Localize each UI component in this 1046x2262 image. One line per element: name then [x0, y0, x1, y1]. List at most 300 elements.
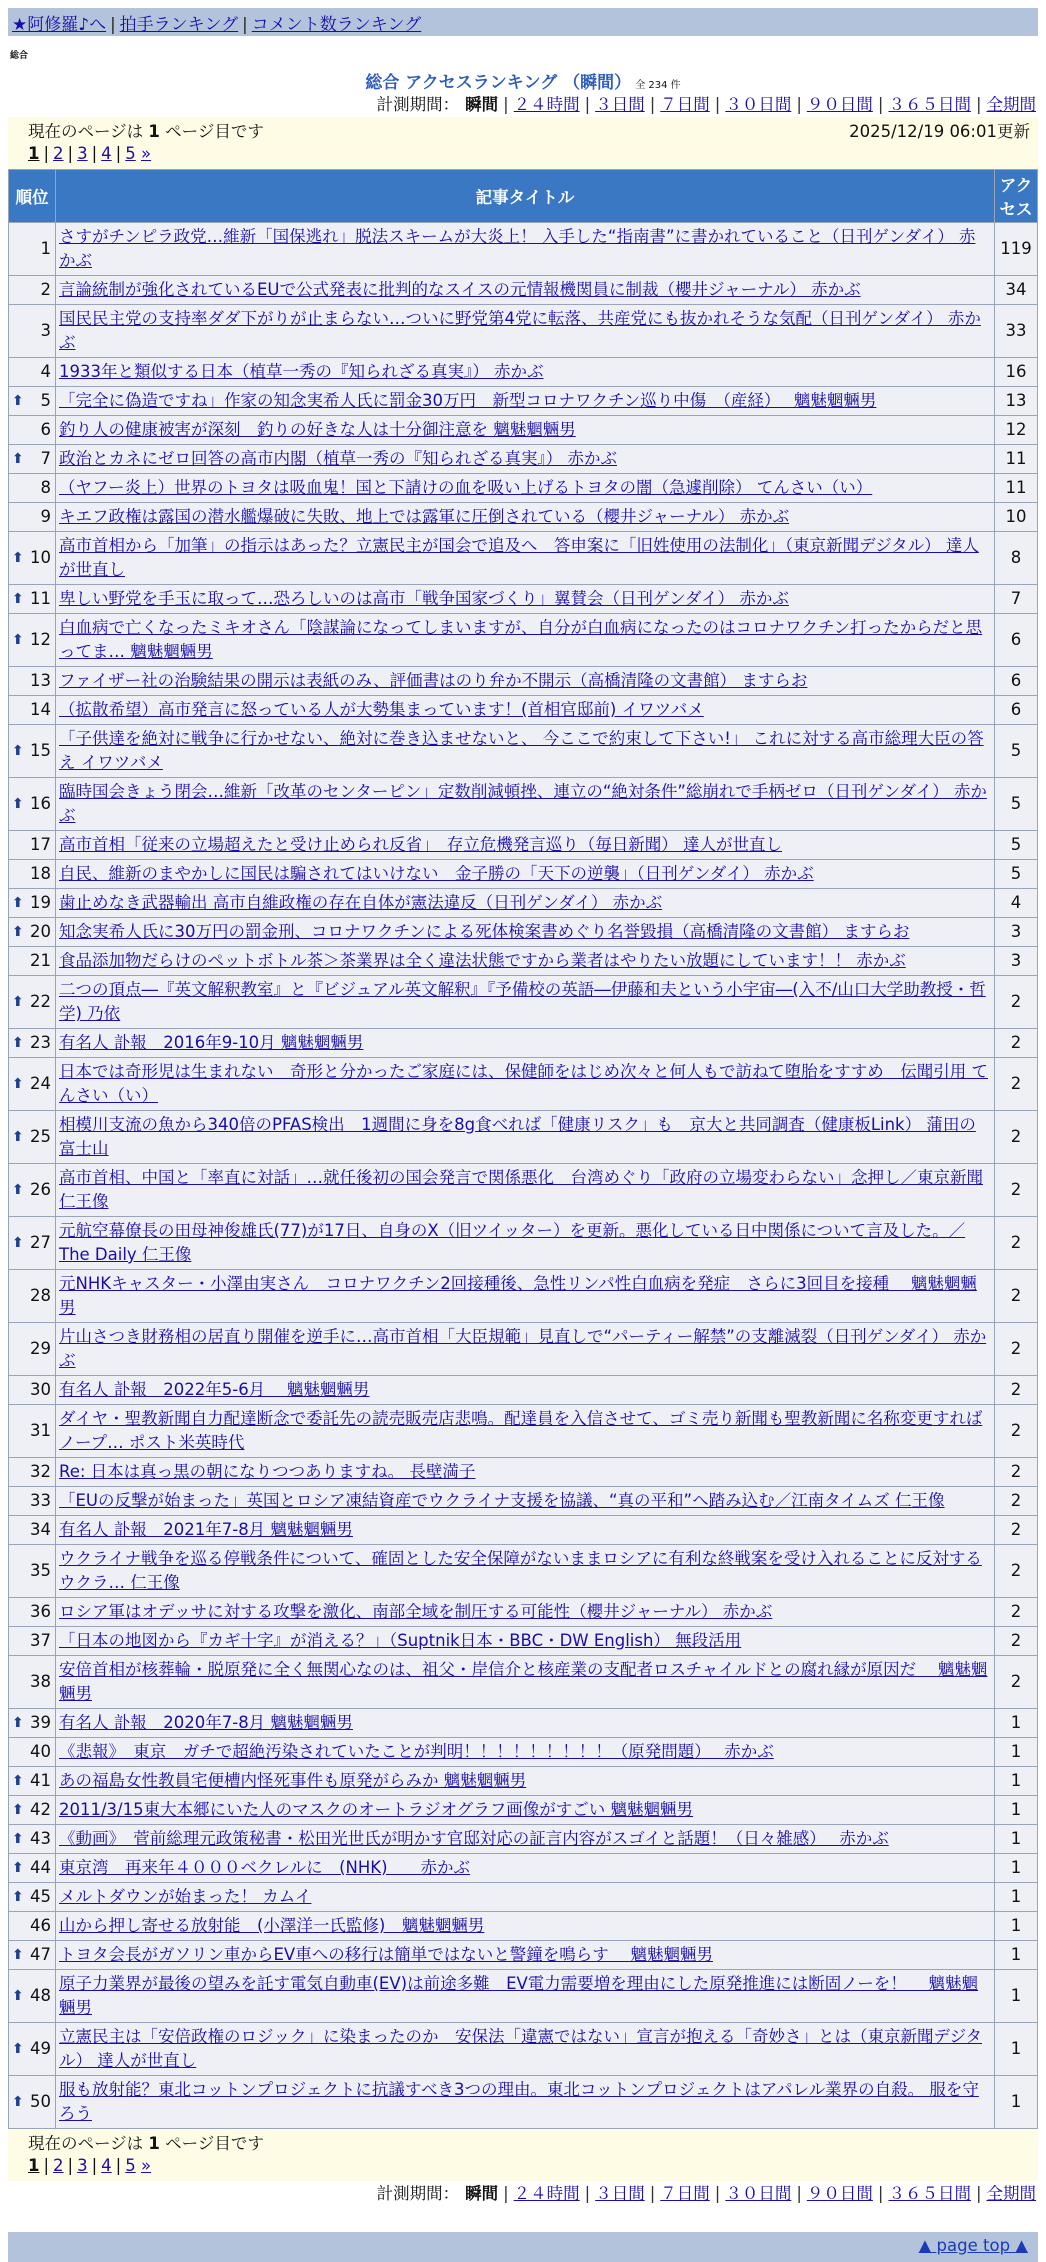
- rank-number: 8: [40, 478, 51, 497]
- article-link[interactable]: 自民、維新のまやかしに国民は騙されてはいけない 金子勝の「天下の逆襲」（日刊ゲンダイ） 赤かぶ: [59, 864, 814, 883]
- period-separator: |: [975, 2184, 982, 2203]
- rank-number: 15: [30, 741, 51, 760]
- rank-number: 2: [40, 280, 51, 299]
- article-link[interactable]: 元NHKキャスター・小澤由実さん コロナワクチン2回接種後、急性リンパ性白血病を発症 さらに3回目を接種 魑魅魍魎男: [59, 1274, 977, 1317]
- access-count: 1: [995, 1941, 1037, 1969]
- table-row: [9, 416, 1037, 444]
- period-link[interactable]: ２４時間: [513, 95, 580, 114]
- rank-number: 33: [30, 1491, 51, 1510]
- rank-number: 44: [30, 1858, 51, 1877]
- access-count: 2: [995, 1598, 1037, 1626]
- table-row: [9, 2023, 1037, 2075]
- access-count: 1: [995, 2076, 1037, 2128]
- table-row: [9, 276, 1037, 304]
- period-link[interactable]: ３６５日間: [888, 2184, 971, 2203]
- rank-number: 23: [30, 1033, 51, 1052]
- rank-cell: [9, 474, 55, 502]
- page-title: 総合 アクセスランキング （瞬間）: [365, 73, 632, 93]
- rank-number: 46: [30, 1916, 51, 1935]
- table-row: [9, 1738, 1037, 1766]
- rank-cell: [9, 416, 55, 444]
- access-count: 119: [995, 223, 1037, 275]
- page-link[interactable]: 3: [77, 144, 88, 163]
- article-link[interactable]: 片山さつき財務相の居直り開催を逆手に…高市首相「大臣規範」見直しで“パーティー解禁”の支離滅裂（日刊ゲンダイ） 赤かぶ: [59, 1327, 987, 1370]
- title-cell: [56, 1405, 994, 1457]
- access-count: 2: [995, 1029, 1037, 1057]
- table-row: [9, 2076, 1037, 2128]
- current-page-number: 1: [148, 122, 160, 141]
- article-link[interactable]: キエフ政権は露国の潜水艦爆破に失敗、地上では露軍に圧倒されている（櫻井ジャーナル） 赤かぶ: [59, 507, 790, 526]
- rank-number: 48: [30, 1986, 51, 2005]
- rank-number: 38: [30, 1672, 51, 1691]
- title-cell: [56, 1598, 994, 1626]
- rank-number: 39: [30, 1713, 51, 1732]
- access-count: 2: [995, 1323, 1037, 1375]
- rank-cell: [9, 1516, 55, 1544]
- title-cell: [56, 947, 994, 975]
- title-cell: [56, 276, 994, 304]
- article-link[interactable]: 安倍首相が核葬輪・脱原発に全く無関心なのは、祖父・岸信介と核産業の支配者ロスチャイルドとの腐れ縁が原因だ 魑魅魍魎男: [59, 1660, 988, 1703]
- rank-number: 26: [30, 1180, 51, 1199]
- article-link[interactable]: 知念実希人氏に30万円の罰金刑、コロナワクチンによる死体検案書めぐり名誉毀損（高橋清隆の文書館） ますらお: [59, 922, 910, 941]
- article-link[interactable]: 高市首相から「加筆」の指示はあった？立憲民主が国会で追及へ 答申案に「旧姓使用の法制化」（東京新聞デジタル） 達人が世直し: [59, 536, 979, 579]
- page-separator: |: [115, 2156, 122, 2175]
- table-row: [9, 1656, 1037, 1708]
- current-page-number: 1: [148, 2134, 160, 2153]
- access-count: 1: [995, 1767, 1037, 1795]
- table-header-row: [9, 170, 1037, 222]
- rank-cell: [9, 2023, 55, 2075]
- table-row: [9, 1058, 1037, 1110]
- article-link[interactable]: ファイザー社の治験結果の開示は表紙のみ、評価書はのり弁か不開示（高橋清隆の文書館） ますらお: [59, 671, 808, 690]
- title-cell: [56, 1970, 994, 2022]
- rank-number: 12: [30, 630, 51, 649]
- period-separator: |: [714, 95, 721, 114]
- period-link[interactable]: ９０日間: [806, 95, 873, 114]
- table-row: [9, 667, 1037, 695]
- rank-number: 11: [30, 589, 51, 608]
- next-page-link[interactable]: »: [140, 2156, 152, 2175]
- period-link[interactable]: ３６５日間: [888, 95, 971, 114]
- title-cell: [56, 831, 994, 859]
- access-count: 2: [995, 1111, 1037, 1163]
- rank-cell: [9, 1545, 55, 1597]
- rank-number: 41: [30, 1771, 51, 1790]
- rank-cell: [9, 1970, 55, 2022]
- title-cell: [56, 1738, 994, 1766]
- up-arrow-icon: ⬆: [12, 1715, 24, 1731]
- rank-number: 18: [30, 864, 51, 883]
- rank-number: 37: [30, 1631, 51, 1650]
- ranking-table: [8, 169, 1038, 2129]
- article-link[interactable]: 元航空幕僚長の田母神俊雄氏(77)が17日、自身のX（旧ツイッター）を更新。悪化している日中関係について言及した。／The Daily 仁王像: [59, 1221, 966, 1264]
- up-arrow-icon: ⬆: [12, 1773, 24, 1789]
- page-link[interactable]: 2: [53, 144, 64, 163]
- page-link[interactable]: 5: [125, 2156, 136, 2175]
- nav-separator: |: [110, 15, 116, 34]
- rank-column-header: 順位: [9, 170, 55, 222]
- table-row: [9, 1405, 1037, 1457]
- rank-cell: [9, 1796, 55, 1824]
- rank-number: 1: [40, 239, 51, 258]
- access-count: 3: [995, 947, 1037, 975]
- access-count: 1: [995, 1796, 1037, 1824]
- rank-cell: [9, 831, 55, 859]
- rank-number: 50: [30, 2092, 51, 2111]
- rank-cell: [9, 778, 55, 830]
- article-link[interactable]: 国民民主党の支持率ダダ下がりが止まらない…ついに野党第4党に転落、共産党にも抜かれそうな気配（日刊ゲンダイ） 赤かぶ: [59, 309, 981, 352]
- period-link[interactable]: 全期間: [986, 95, 1036, 114]
- rank-cell: [9, 889, 55, 917]
- rank-cell: [9, 387, 55, 415]
- article-link[interactable]: 歯止めなき武器輸出 高市自維政権の存在自体が憲法違反（日刊ゲンダイ） 赤かぶ: [59, 893, 663, 912]
- rank-cell: [9, 1376, 55, 1404]
- table-row: [9, 778, 1037, 830]
- access-count: 4: [995, 889, 1037, 917]
- article-link[interactable]: 高市首相「従来の立場超えたと受け止められ反省」 存立危機発言巡り（毎日新聞） 達人が世直し: [59, 835, 782, 854]
- period-separator: |: [796, 95, 802, 114]
- table-row: [9, 860, 1037, 888]
- period-link[interactable]: ７日間: [660, 2184, 710, 2203]
- access-count: 10: [995, 503, 1037, 531]
- rank-number: 7: [40, 449, 51, 468]
- period-separator: |: [584, 2184, 591, 2203]
- title-cell: [56, 1487, 994, 1515]
- access-count: 11: [995, 445, 1037, 473]
- rank-number: 40: [30, 1742, 51, 1761]
- title-cell: [56, 918, 994, 946]
- article-link[interactable]: 「完全に偽造ですね」作家の知念実希人氏に罰金30万円 新型コロナワクチン巡り中傷 （産経） 魑魅魍魎男: [59, 391, 877, 410]
- title-cell: [56, 1164, 994, 1216]
- article-link[interactable]: 政治とカネにゼロ回答の高市内閣（植草一秀の『知られざる真実』） 赤かぶ: [59, 449, 617, 468]
- article-link[interactable]: 有名人 訃報 2016年9-10月 魑魅魍魎男: [59, 1033, 364, 1052]
- table-row: [9, 1598, 1037, 1626]
- rank-number: 36: [30, 1602, 51, 1621]
- rank-number: 30: [30, 1380, 51, 1399]
- up-arrow-icon: ⬆: [12, 632, 24, 648]
- article-link[interactable]: 日本では奇形児は生まれない 奇形と分かったご家庭には、保健師をはじめ次々と何人もで訪ねて堕胎をすすめ 伝聞引用 てんさい（い）: [59, 1062, 988, 1105]
- applause-ranking-link[interactable]: 拍手ランキング: [119, 15, 239, 35]
- page-status: [28, 121, 264, 143]
- article-link[interactable]: 有名人 訃報 2020年7-8月 魑魅魍魎男: [59, 1713, 353, 1732]
- article-link[interactable]: トヨタ会長がガソリン車からEV車への移行は簡単ではないと警鐘を鳴らす 魑魅魍魎男: [59, 1945, 713, 1964]
- article-link[interactable]: 「子供達を絶対に戦争に行かせない、絶対に巻き込ませないと、 今ここで約束して下さい!」 これに対する高市総理大臣の答え イワツバメ: [59, 729, 984, 772]
- article-link[interactable]: メルトダウンが始まった！ カムイ: [59, 1887, 312, 1906]
- period-separator: |: [975, 95, 982, 114]
- period-separator: |: [503, 95, 509, 114]
- rank-cell: [9, 223, 55, 275]
- period-current: 瞬間: [465, 95, 499, 114]
- access-count: 1: [995, 1738, 1037, 1766]
- rank-cell: [9, 276, 55, 304]
- table-row: [9, 503, 1037, 531]
- title-cell: [56, 860, 994, 888]
- article-link[interactable]: あの福島女性教員宅便槽内怪死事件も原発がらみか 魑魅魍魎男: [59, 1771, 527, 1790]
- access-count: 2: [995, 1270, 1037, 1322]
- title-cell: [56, 358, 994, 386]
- rank-cell: [9, 1270, 55, 1322]
- access-count: 2: [995, 1376, 1037, 1404]
- rank-number: 22: [30, 992, 51, 1011]
- page-title-row: [0, 68, 1046, 92]
- count-column-header: アクセス: [995, 170, 1037, 222]
- access-count: 2: [995, 1656, 1037, 1708]
- table-row: [9, 1111, 1037, 1163]
- up-arrow-icon: ⬆: [12, 550, 24, 566]
- article-link[interactable]: 服も放射能？東北コットンプロジェクトに抗議すべき3つの理由。東北コットンプロジェクトはアパレル業界の自殺。 服を守ろう: [59, 2080, 979, 2123]
- article-link[interactable]: 白血病で亡くなったミキオさん「陰謀論になってしまいますが、自分が白血病になったのはコロナワクチン打ったからだと思ってま… 魑魅魍魎男: [59, 618, 983, 661]
- page-separator: |: [43, 144, 50, 163]
- article-link[interactable]: 言論統制が強化されているEUで公式発表に批判的なスイスの元情報機関員に制裁（櫻井ジャーナル） 赤かぶ: [59, 280, 861, 299]
- article-link[interactable]: 「EUの反撃が始まった」英国とロシア凍結資産でウクライナ支援を協議、“真の平和”へ踏み込む／江南タイムズ 仁王像: [59, 1491, 945, 1510]
- rank-cell: [9, 585, 55, 613]
- article-link[interactable]: 臨時国会きょう閉会…維新「改革のセンターピン」定数削減頓挫、連立の“絶対条件”総崩れで手柄ゼロ（日刊ゲンダイ） 赤かぶ: [59, 782, 987, 825]
- table-row: [9, 696, 1037, 724]
- next-page-link[interactable]: »: [140, 144, 152, 163]
- title-cell: [56, 1376, 994, 1404]
- item-count: 全 234 件: [635, 80, 681, 91]
- access-count: 2: [995, 1405, 1037, 1457]
- page-separator: |: [91, 144, 98, 163]
- page-status: [28, 2133, 264, 2155]
- up-arrow-icon: ⬆: [12, 796, 24, 812]
- article-link[interactable]: 《悲報》 東京 ガチで超絶汚染されていたことが判明！！！！！！！！！（原発問題） 赤かぶ: [59, 1742, 774, 1761]
- table-row: [9, 1164, 1037, 1216]
- access-count: 5: [995, 831, 1037, 859]
- title-cell: [56, 1217, 994, 1269]
- article-link[interactable]: 1933年と類似する日本（植草一秀の『知られざる真実』） 赤かぶ: [59, 362, 544, 381]
- title-cell: [56, 1941, 994, 1969]
- title-cell: [56, 416, 994, 444]
- page-separator: |: [43, 2156, 50, 2175]
- table-row: [9, 1941, 1037, 1969]
- table-row: [9, 1217, 1037, 1269]
- table-row: [9, 474, 1037, 502]
- period-link[interactable]: ３０日間: [725, 95, 792, 114]
- title-cell: [56, 976, 994, 1028]
- article-link[interactable]: （拡散希望）高市発言に怒っている人が大勢集まっています！(首相官邸前) イワツバメ: [59, 700, 704, 719]
- article-link[interactable]: 「日本の地図から『カギ十字』が消える？」（Suptnik日本・BBC・DW English） 無段活用: [59, 1631, 742, 1650]
- page-link[interactable]: 5: [125, 144, 136, 163]
- table-row: [9, 1796, 1037, 1824]
- article-link[interactable]: 食品添加物だらけのペットボトル茶＞茶業界は全く違法状態ですから業者はやりたい放題にしています！！ 赤かぶ: [59, 951, 906, 970]
- rank-cell: [9, 305, 55, 357]
- rank-cell: [9, 1217, 55, 1269]
- table-row: [9, 1487, 1037, 1515]
- page-status-pre: 現在のページは: [28, 122, 149, 141]
- home-link[interactable]: ★阿修羅♪へ: [12, 15, 107, 35]
- rank-number: 5: [40, 391, 51, 410]
- rank-number: 6: [40, 420, 51, 439]
- table-row: [9, 1458, 1037, 1486]
- article-link[interactable]: さすがチンピラ政党…維新「国保逃れ」脱法スキームが大炎上！ 入手した“指南書”に書かれていること（日刊ゲンダイ） 赤かぶ: [59, 227, 976, 270]
- table-row: [9, 305, 1037, 357]
- rank-number: 4: [40, 362, 51, 381]
- access-count: 6: [995, 614, 1037, 666]
- footer-bar: [8, 2232, 1038, 2262]
- up-arrow-icon: ⬆: [12, 1129, 24, 1145]
- rank-number: 43: [30, 1829, 51, 1848]
- rank-number: 42: [30, 1800, 51, 1819]
- title-cell: [56, 532, 994, 584]
- rank-number: 31: [30, 1421, 51, 1440]
- rank-number: 21: [30, 951, 51, 970]
- page-separator: |: [67, 144, 74, 163]
- up-arrow-icon: ⬆: [12, 1988, 24, 2004]
- title-cell: [56, 1912, 994, 1940]
- rank-cell: [9, 614, 55, 666]
- up-arrow-icon: ⬆: [12, 1802, 24, 1818]
- rank-number: 24: [30, 1074, 51, 1093]
- rank-cell: [9, 1709, 55, 1737]
- rank-cell: [9, 2076, 55, 2128]
- rank-cell: [9, 358, 55, 386]
- access-count: 6: [995, 667, 1037, 695]
- title-cell: [56, 1111, 994, 1163]
- article-link[interactable]: 有名人 訃報 2021年7-8月 魑魅魍魎男: [59, 1520, 353, 1539]
- table-row: [9, 585, 1037, 613]
- up-arrow-icon: ⬆: [12, 994, 24, 1010]
- period-separator: |: [877, 2184, 884, 2203]
- title-cell: [56, 1767, 994, 1795]
- period-label: 計測期間：: [376, 2184, 460, 2203]
- period-separator: |: [503, 2184, 509, 2203]
- rank-cell: [9, 1598, 55, 1626]
- rank-cell: [9, 947, 55, 975]
- article-link[interactable]: Re: 日本は真っ黒の朝になりつつありますね。 長壁満子: [59, 1462, 476, 1481]
- rank-number: 17: [30, 835, 51, 854]
- rank-number: 27: [30, 1233, 51, 1252]
- rank-number: 10: [30, 548, 51, 567]
- up-arrow-icon: ⬆: [12, 2094, 24, 2110]
- period-link[interactable]: ２４時間: [513, 2184, 580, 2203]
- article-link[interactable]: 高市首相、中国と「率直に対話」…就任後初の国会発言で関係悪化 台湾めぐり「政府の立場変わらない」念押し／東京新聞 仁王像: [59, 1168, 983, 1211]
- rank-cell: [9, 725, 55, 777]
- rank-number: 3: [40, 321, 51, 340]
- title-column-header: 記事タイトル: [56, 170, 994, 222]
- access-count: 1: [995, 1912, 1037, 1940]
- table-row: [9, 947, 1037, 975]
- top-navigation: [8, 8, 1038, 36]
- rank-cell: [9, 1458, 55, 1486]
- page-links: [28, 143, 1030, 165]
- access-count: 7: [995, 585, 1037, 613]
- period-link[interactable]: ３日間: [595, 95, 645, 114]
- table-row: [9, 1627, 1037, 1655]
- article-link[interactable]: 東京湾 再来年４０００ベクレルに (NHK) 赤かぶ: [59, 1858, 471, 1877]
- page-status-line: [28, 121, 1030, 143]
- period-link[interactable]: 全期間: [986, 2184, 1036, 2203]
- article-link[interactable]: 《動画》 菅前総理元政策秘書・松田光世氏が明かす官邸対応の証言内容がスゴイと話題！（日々雑感） 赤かぶ: [59, 1829, 889, 1848]
- up-arrow-icon: ⬆: [12, 591, 24, 607]
- table-row: [9, 889, 1037, 917]
- page-link[interactable]: 4: [101, 2156, 112, 2175]
- access-count: 2: [995, 1627, 1037, 1655]
- page-current: 1: [28, 144, 40, 163]
- page-link[interactable]: 4: [101, 144, 112, 163]
- title-cell: [56, 387, 994, 415]
- title-cell: [56, 2023, 994, 2075]
- rank-cell: [9, 976, 55, 1028]
- title-cell: [56, 1516, 994, 1544]
- rank-cell: [9, 1029, 55, 1057]
- article-link[interactable]: 卑しい野党を手玉に取って…恐ろしいのは高市「戦争国家づくり」翼賛会（日刊ゲンダイ） 赤かぶ: [59, 589, 789, 608]
- rank-cell: [9, 1058, 55, 1110]
- access-count: 12: [995, 416, 1037, 444]
- article-link[interactable]: 立憲民主は「安倍政権のロジック」に染まったのか 安保法「違憲ではない」宣言が抱える「奇妙さ」とは（東京新聞デジタル） 達人が世直し: [59, 2027, 983, 2070]
- title-cell: [56, 305, 994, 357]
- up-arrow-icon: ⬆: [12, 2041, 24, 2057]
- period-link[interactable]: ９０日間: [806, 2184, 873, 2203]
- page-top-link[interactable]: ▲ page top ▲: [918, 2236, 1028, 2255]
- comment-ranking-link[interactable]: コメント数ランキング: [251, 15, 422, 35]
- access-count: 1: [995, 1970, 1037, 2022]
- article-link[interactable]: 有名人 訃報 2022年5-6月 魑魅魍魎男: [59, 1380, 370, 1399]
- rank-number: 47: [30, 1945, 51, 1964]
- rank-number: 45: [30, 1887, 51, 1906]
- article-link[interactable]: 山から押し寄せる放射能 (小澤洋一氏監修) 魑魅魍魎男: [59, 1916, 485, 1935]
- title-cell: [56, 2076, 994, 2128]
- table-row: [9, 725, 1037, 777]
- rank-cell: [9, 1656, 55, 1708]
- title-cell: [56, 1825, 994, 1853]
- article-link[interactable]: ダイヤ・聖教新聞自力配達断念で委託先の読売販売店悲鳴。配達員を入信させて、ゴミ売り新聞も聖教新聞に名称変更すればノープ… ポスト米英時代: [59, 1409, 983, 1452]
- page-separator: |: [67, 2156, 74, 2175]
- table-row: [9, 1270, 1037, 1322]
- table-row: [9, 532, 1037, 584]
- up-arrow-icon: ⬆: [12, 1076, 24, 1092]
- table-row: [9, 1516, 1037, 1544]
- article-link[interactable]: （ヤフー炎上）世界のトヨタは吸血鬼！国と下請けの血を吸い上げるトヨタの闇（急遽削除） てんさい（い）: [59, 478, 873, 497]
- article-link[interactable]: 釣り人の健康被害が深刻 釣りの好きな人は十分御注意を 魑魅魍魎男: [59, 420, 576, 439]
- article-link[interactable]: 原子力業界が最後の望みを託す電気自動車(EV)は前途多難 EV電力需要増を理由にした原発推進には断固ノーを！ 魑魅魍魎男: [59, 1974, 979, 2017]
- pagination-top: [8, 117, 1038, 169]
- rank-number: 19: [30, 893, 51, 912]
- page-link[interactable]: 2: [53, 2156, 64, 2175]
- up-arrow-icon: ⬆: [12, 1182, 24, 1198]
- access-count: 2: [995, 1516, 1037, 1544]
- title-cell: [56, 474, 994, 502]
- table-row: [9, 1825, 1037, 1853]
- title-cell: [56, 889, 994, 917]
- rank-number: 25: [30, 1127, 51, 1146]
- page-link[interactable]: 3: [77, 2156, 88, 2175]
- rank-number: 49: [30, 2039, 51, 2058]
- period-link[interactable]: ７日間: [660, 95, 710, 114]
- title-cell: [56, 1029, 994, 1057]
- rank-number: 9: [40, 507, 51, 526]
- access-count: 6: [995, 696, 1037, 724]
- period-link[interactable]: ３０日間: [725, 2184, 792, 2203]
- article-link[interactable]: ロシア軍はオデッサに対する攻撃を激化、南部全域を制圧する可能性（櫻井ジャーナル） 赤かぶ: [59, 1602, 773, 1621]
- title-cell: [56, 1709, 994, 1737]
- article-link[interactable]: 2011/3/15東大本郷にいた人のマスクのオートラジオグラフ画像がすごい 魑魅魍魎男: [59, 1800, 694, 1819]
- article-link[interactable]: 二つの頂点―『英文解釈教室』と『ビジュアル英文解釈』『予備校の英語―伊藤和夫という小宇宙―(入不/山口大学助教授・哲学) 乃依: [59, 980, 986, 1023]
- period-separator: |: [877, 95, 884, 114]
- period-link[interactable]: ３日間: [595, 2184, 645, 2203]
- rank-cell: [9, 1912, 55, 1940]
- access-count: 34: [995, 276, 1037, 304]
- rank-cell: [9, 1825, 55, 1853]
- article-link[interactable]: 相模川支流の魚から340倍のPFAS検出 1週間に身を8g食べれば「健康リスク」も 京大と共同調査（健康板Link） 蒲田の富士山: [59, 1115, 976, 1158]
- title-cell: [56, 585, 994, 613]
- period-selector-top: [0, 92, 1046, 117]
- rank-cell: [9, 1941, 55, 1969]
- access-count: 1: [995, 1709, 1037, 1737]
- table-row: [9, 1709, 1037, 1737]
- article-link[interactable]: ウクライナ戦争を巡る停戦条件について、確固とした安全保障がないままロシアに有利な終戦案を受け入れることに反対するウクラ… 仁王像: [59, 1549, 982, 1592]
- rank-cell: [9, 1487, 55, 1515]
